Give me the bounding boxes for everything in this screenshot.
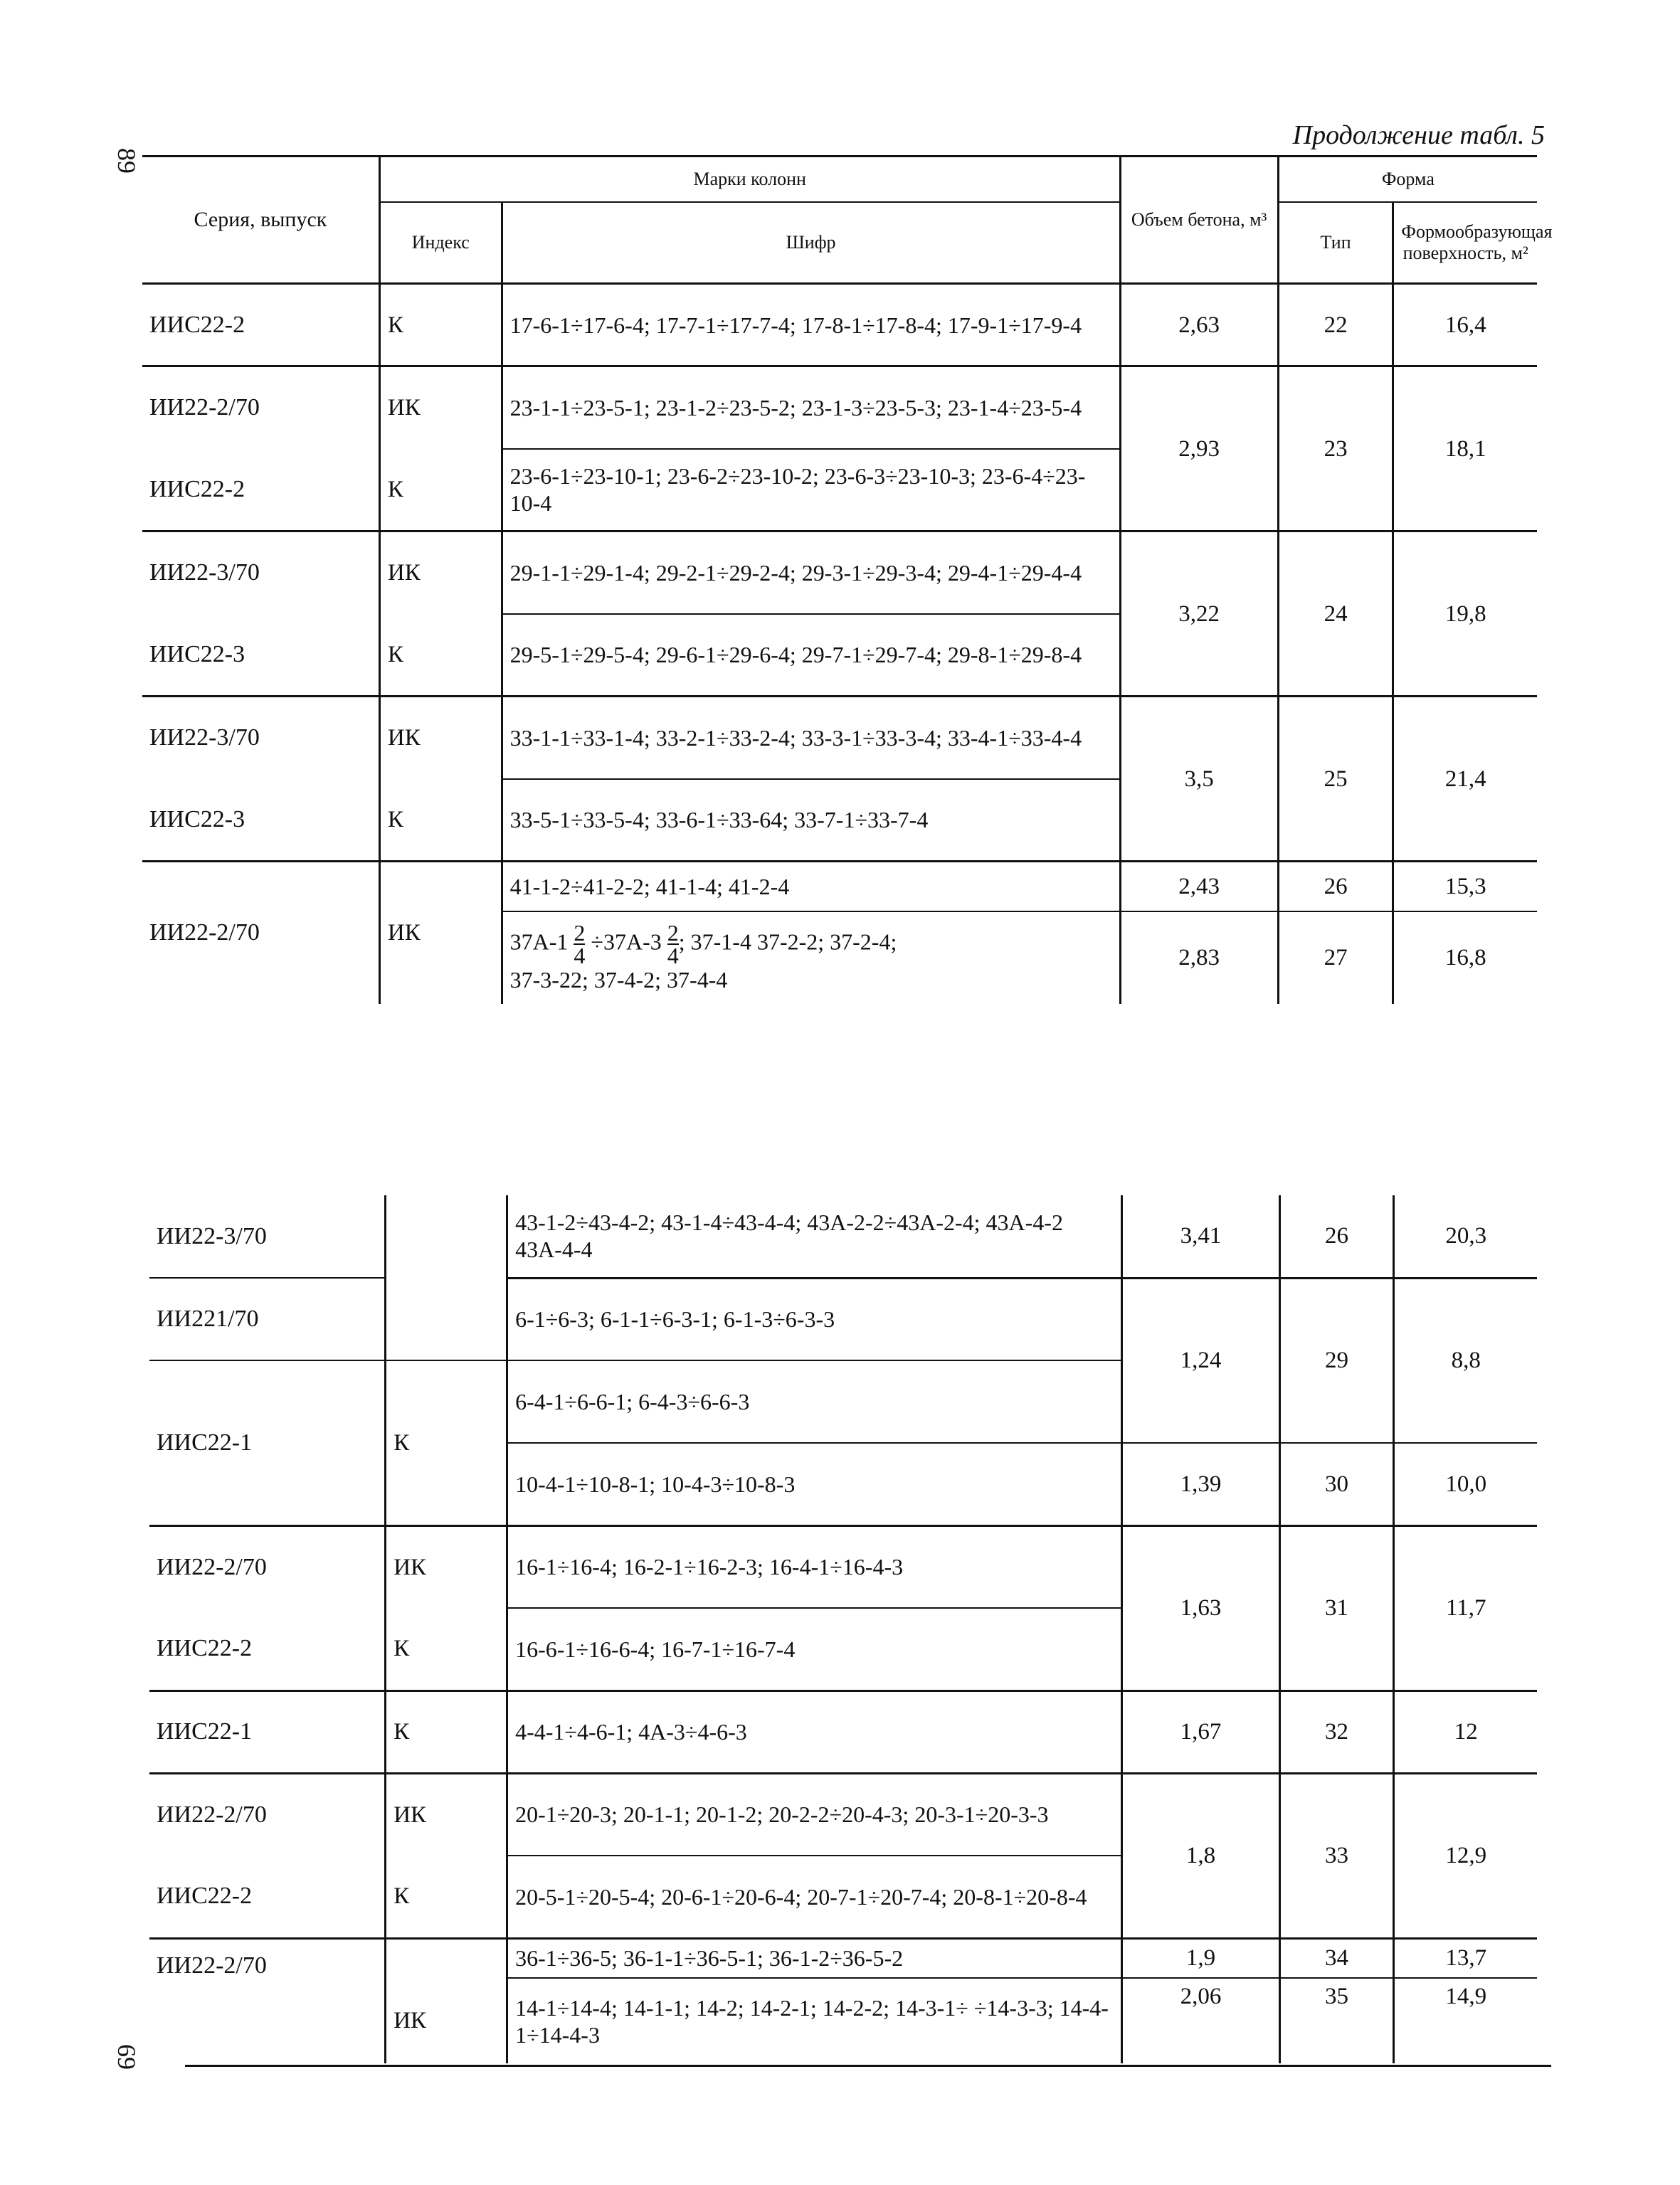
series-cell: ИИС22-2 [157, 1883, 253, 1910]
type-cell: 22 [1278, 284, 1393, 366]
index-cell: ИК [386, 1978, 507, 2063]
series-cell: ИИС22-2 [149, 311, 245, 338]
volume-cell: 3,22 [1120, 531, 1278, 697]
code-cell: 43-1-2÷43-4-2; 43-1-4÷43-4-4; 43А-2-2÷43А-2-4; 43А-4-2 43А-4-4 [507, 1195, 1122, 1278]
surface-cell: 13,7 [1394, 1938, 1537, 1978]
code-cell: 29-1-1÷29-1-4; 29-2-1÷29-2-4; 29-3-1÷29-3-4; 29-4-1÷29-4-4 [502, 531, 1120, 614]
index-cell: К [379, 449, 502, 531]
surface-cell: 16,8 [1393, 911, 1537, 1004]
code-cell: 6-1÷6-3; 6-1-1÷6-3-1; 6-1-3÷6-3-3 [507, 1278, 1122, 1360]
type-cell: 32 [1279, 1691, 1394, 1773]
series-cell: ИИС22-2 [149, 475, 245, 502]
series-cell: ИИ22-2/70 [157, 1553, 267, 1580]
top-table [142, 155, 1553, 1004]
series-cell: ИИ22-2/70 [157, 1801, 267, 1828]
header-index: Индекс [379, 202, 502, 284]
series-cell: ИИ22-2/70 [149, 394, 260, 421]
code-part: ÷37А-3 [591, 929, 662, 955]
index-cell: К [386, 1608, 507, 1691]
volume-cell: 1,9 [1122, 1938, 1279, 1978]
table-row [149, 1938, 1537, 1978]
type-cell: 26 [1278, 862, 1393, 911]
code-cell: 33-5-1÷33-5-4; 33-6-1÷33-64; 33-7-1÷33-7-4 [502, 779, 1120, 862]
header-code: Шифр [502, 202, 1120, 284]
type-cell: 35 [1279, 1978, 1394, 2063]
code-cell: 6-4-1÷6-6-1; 6-4-3÷6-6-3 [507, 1360, 1122, 1443]
type-cell: 26 [1279, 1195, 1394, 1278]
header-type: Тип [1278, 202, 1393, 284]
surface-cell: 21,4 [1393, 697, 1537, 862]
volume-cell: 1,24 [1122, 1278, 1279, 1443]
series-cell: ИИ22-3/70 [149, 559, 260, 586]
volume-cell: 1,67 [1122, 1691, 1279, 1773]
code-cell: 41-1-2÷41-2-2; 41-1-4; 41-2-4 [502, 862, 1120, 911]
volume-cell: 1,8 [1122, 1773, 1279, 1938]
volume-cell: 2,93 [1120, 366, 1278, 531]
code-cell: 14-1÷14-4; 14-1-1; 14-2; 14-2-1; 14-2-2; 14-3-1÷ ÷14-3-3; 14-4-1÷14-4-3 [507, 1978, 1122, 2063]
index-cell: К [386, 1360, 507, 1525]
index-cell: ИК [379, 697, 502, 779]
type-cell: 24 [1278, 531, 1393, 697]
surface-cell: 16,4 [1393, 284, 1537, 366]
type-cell: 34 [1279, 1938, 1394, 1978]
surface-cell: 15,3 [1393, 862, 1537, 911]
volume-cell: 1,39 [1122, 1443, 1279, 1525]
page-number-top: 89 [112, 148, 141, 174]
surface-cell: 12,9 [1394, 1773, 1537, 1938]
index-cell: ИК [386, 1773, 507, 1856]
fraction: $\frac{2}{4}$ [667, 920, 679, 968]
code-cell: 20-1÷20-3; 20-1-1; 20-1-2; 20-2-2÷20-4-3; 20-3-1÷20-3-3 [507, 1773, 1122, 1856]
index-cell: ИК [379, 531, 502, 614]
series-cell: ИИ22-2/70 [149, 919, 260, 946]
code-cell: 20-5-1÷20-5-4; 20-6-1÷20-6-4; 20-7-1÷20-7-4; 20-8-1÷20-8-4 [507, 1856, 1122, 1938]
header-surface: Формообразующая поверхность, м² [1393, 202, 1537, 284]
series-cell: ИИ22-2/70 [157, 1952, 267, 1979]
index-cell: К [379, 779, 502, 862]
surface-cell: 18,1 [1393, 366, 1537, 531]
volume-cell: 3,5 [1120, 697, 1278, 862]
code-cell: 16-1÷16-4; 16-2-1÷16-2-3; 16-4-1÷16-4-3 [507, 1525, 1122, 1608]
volume-cell: 1,63 [1122, 1525, 1279, 1691]
surface-cell: 10,0 [1394, 1443, 1537, 1525]
header-series: Серия, выпуск [194, 208, 327, 231]
series-cell: ИИС22-3 [149, 805, 245, 832]
header-volume: Объем бетона, м³ [1120, 157, 1278, 284]
code-cell: 16-6-1÷16-6-4; 16-7-1÷16-7-4 [507, 1608, 1122, 1691]
table-row [142, 531, 1537, 614]
surface-cell: 11,7 [1394, 1525, 1537, 1691]
series-cell: ИИС22-3 [149, 640, 245, 667]
table-row [149, 1773, 1537, 1856]
series-cell: ИИ221/70 [157, 1306, 259, 1332]
series-cell: ИИ22-3/70 [149, 1195, 386, 1278]
table-row [142, 697, 1537, 779]
series-cell: ИИС22-1 [157, 1718, 253, 1745]
volume-cell: 2,63 [1120, 284, 1278, 366]
table-caption: Продолжение табл. 5 [1292, 120, 1545, 150]
index-cell: К [379, 614, 502, 697]
surface-cell: 19,8 [1393, 531, 1537, 697]
code-part: ; 37-1-4 37-2-2; 37-2-4; [678, 929, 897, 955]
type-cell: 25 [1278, 697, 1393, 862]
table-row [142, 862, 1537, 911]
index-cell [386, 1938, 507, 1978]
bottom-rule [185, 2065, 1551, 2067]
series-cell: ИИС22-1 [157, 1429, 253, 1456]
index-cell: К [386, 1856, 507, 1938]
code-cell: 4-4-1÷4-6-1; 4А-3÷4-6-3 [507, 1691, 1122, 1773]
surface-cell: 20,3 [1394, 1195, 1537, 1278]
volume-cell: 2,43 [1120, 862, 1278, 911]
index-cell: ИК [379, 366, 502, 449]
index-cell: ИК [386, 1525, 507, 1608]
series-cell: ИИС22-2 [157, 1635, 253, 1662]
code-cell: 10-4-1÷10-8-1; 10-4-3÷10-8-3 [507, 1443, 1122, 1525]
volume-cell: 3,41 [1122, 1195, 1279, 1278]
surface-cell: 8,8 [1394, 1278, 1537, 1443]
table-row [149, 1195, 1537, 1278]
surface-cell: 14,9 [1394, 1978, 1537, 2063]
code-cell: 23-1-1÷23-5-1; 23-1-2÷23-5-2; 23-1-3÷23-5-3; 23-1-4÷23-5-4 [502, 366, 1120, 449]
table-row [142, 284, 1537, 366]
table-row [149, 1525, 1537, 1608]
code-cell: 29-5-1÷29-5-4; 29-6-1÷29-6-4; 29-7-1÷29-7-4; 29-8-1÷29-8-4 [502, 614, 1120, 697]
surface-cell: 12 [1394, 1691, 1537, 1773]
type-cell: 30 [1279, 1443, 1394, 1525]
volume-cell: 2,83 [1120, 911, 1278, 1004]
table-row [149, 1691, 1537, 1773]
series-cell: ИИ22-3/70 [149, 724, 260, 751]
index-cell [386, 1195, 507, 1360]
bottom-table [149, 1195, 1537, 2063]
header-marks: Марки колонн [379, 157, 1120, 203]
code-cell: 36-1÷36-5; 36-1-1÷36-5-1; 36-1-2÷36-5-2 [507, 1938, 1122, 1978]
index-cell: К [386, 1691, 507, 1773]
fraction: $\frac{2}{4}$ [574, 920, 586, 968]
page-number-bottom: 69 [112, 2044, 141, 2070]
code-part: 37-3-22; 37-4-2; 37-4-4 [509, 967, 728, 993]
code-cell: 17-6-1÷17-6-4; 17-7-1÷17-7-4; 17-8-1÷17-8-4; 17-9-1÷17-9-4 [502, 284, 1120, 366]
index-cell: ИК [379, 862, 502, 1004]
type-cell: 31 [1279, 1525, 1394, 1691]
table-row [149, 1278, 1537, 1360]
type-cell: 29 [1279, 1278, 1394, 1443]
header-form: Форма [1278, 157, 1537, 203]
index-cell: К [379, 284, 502, 366]
volume-cell: 2,06 [1122, 1978, 1279, 2063]
code-cell: 33-1-1÷33-1-4; 33-2-1÷33-2-4; 33-3-1÷33-3-4; 33-4-1÷33-4-4 [502, 697, 1120, 779]
code-cell: 23-6-1÷23-10-1; 23-6-2÷23-10-2; 23-6-3÷23-10-3; 23-6-4÷23-10-4 [502, 449, 1120, 531]
type-cell: 33 [1279, 1773, 1394, 1938]
code-part: 37А-1 [509, 929, 569, 955]
type-cell: 23 [1278, 366, 1393, 531]
table-row [142, 366, 1537, 449]
code-cell [502, 911, 1120, 1004]
type-cell: 27 [1278, 911, 1393, 1004]
